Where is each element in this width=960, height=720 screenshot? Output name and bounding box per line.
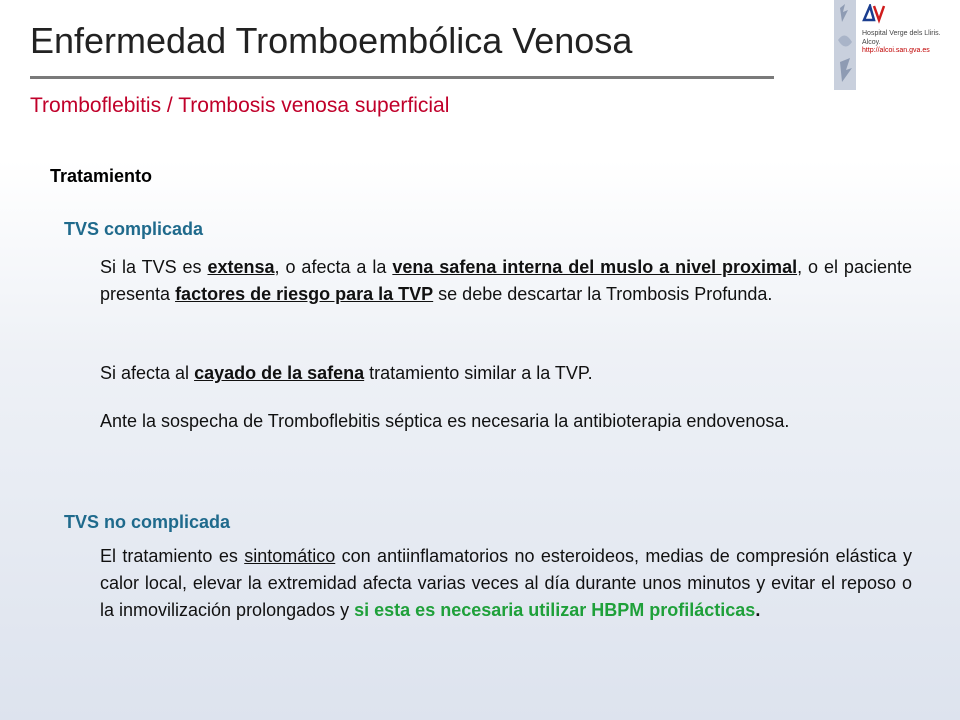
complicated-heading: TVS complicada (64, 219, 204, 239)
logo-hospital-name: Hospital Verge dels Lliris. (862, 30, 941, 37)
text-run: , o el paciente presenta (100, 257, 912, 304)
logo-caption (862, 30, 941, 56)
text-run: , o afecta a la (274, 257, 393, 277)
complicated-paragraph-3: Ante la sospecha de Tromboflebitis séptica es necesaria la antibioterapia endovenosa. (100, 411, 790, 431)
uncomplicated-heading: TVS no complicada (64, 512, 231, 532)
text-run: Si la TVS es (100, 257, 208, 277)
emphasis-extensa: extensa (207, 257, 275, 277)
page-subtitle: Tromboflebitis / Trombosis venosa superficial (30, 94, 450, 117)
slide-background (0, 160, 960, 720)
logo-website-link[interactable]: http://alcoi.san.gva.es (862, 47, 930, 54)
text-run: tratamiento similar a la TVP. (364, 363, 593, 383)
avv-logo-icon (862, 4, 888, 24)
emphasis-sintomatico: sintomático (244, 546, 336, 566)
logo-emblem-icon (834, 0, 856, 90)
uncomplicated-paragraph (100, 543, 912, 624)
text-run: . (755, 600, 761, 620)
emphasis-hbpm: si esta es necesaria utilizar HBPM profilácticas (354, 600, 756, 620)
page-title: Enfermedad Tromboembólica Venosa (30, 20, 633, 61)
logo-city: Alcoy. (862, 38, 881, 46)
emphasis-cayado: cayado de la safena (194, 363, 365, 383)
section-title: Tratamiento (50, 166, 153, 186)
emphasis-vena-safena: vena safena interna del muslo a nivel proximal (392, 257, 798, 277)
title-divider (30, 76, 774, 79)
hospital-logo (834, 0, 958, 92)
text-run: El tratamiento es (100, 546, 245, 566)
complicated-paragraph-1 (100, 254, 912, 308)
text-run: se debe descartar la Trombosis Profunda. (433, 284, 773, 304)
logo-banner (834, 0, 856, 90)
text-run: con antiinflamatorios no esteroideos, medias de compresión elástica y calor local, elevar la extremidad afecta varias veces al día durante unos minutos y evitar el reposo o la inmovilización prolongados y (100, 546, 913, 620)
complicated-paragraph-2 (100, 360, 912, 387)
text-run: Si afecta al (100, 363, 195, 383)
emphasis-factores-riesgo: factores de riesgo para la TVP (175, 284, 434, 304)
